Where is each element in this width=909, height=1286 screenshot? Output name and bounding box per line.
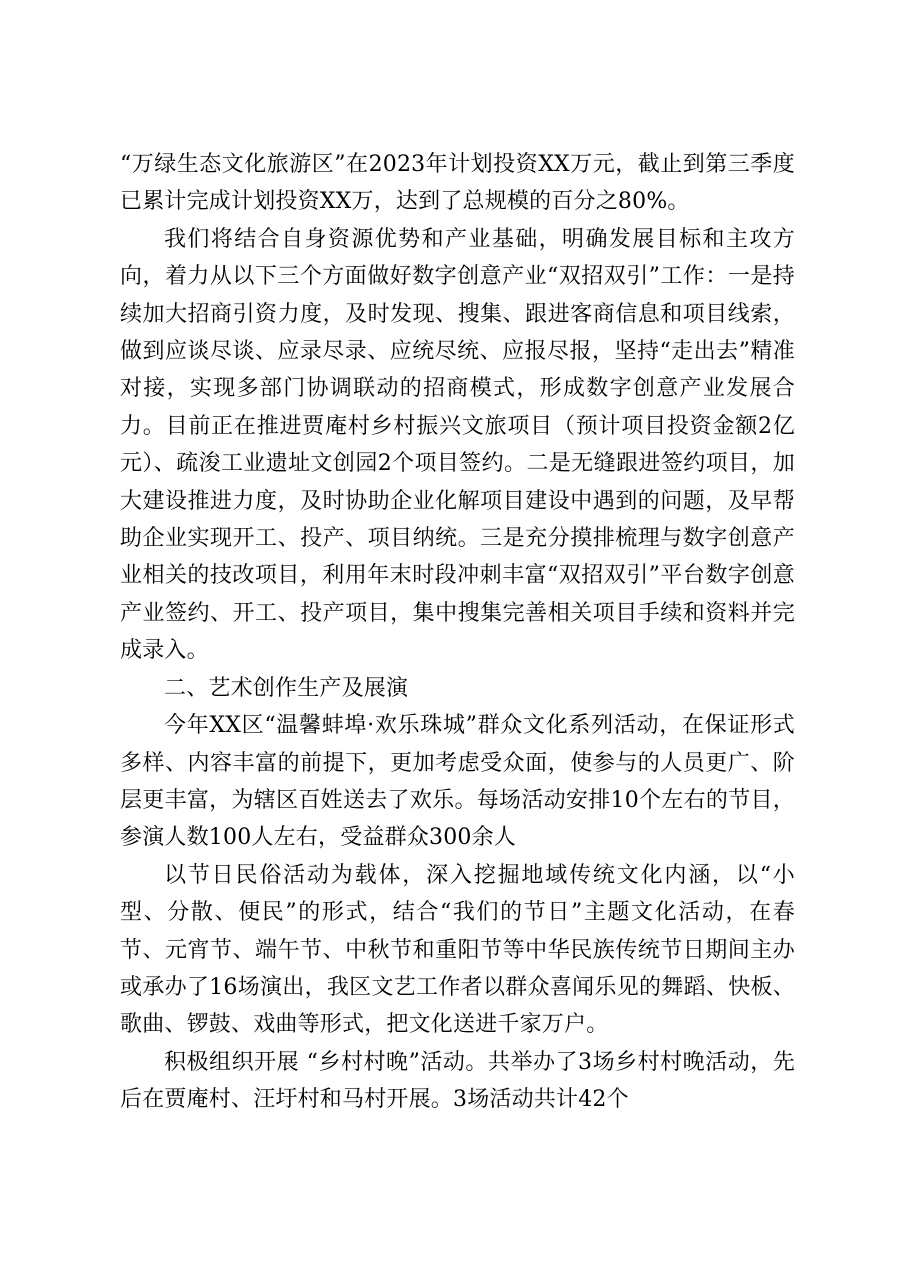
paragraph-festival-folk-activities: 以节日民俗活动为载体，深入挖掘地域传统文化内涵，以“小型、分散、便民”的形式，结合“我们的节日”主题文化活动，在春节、元宵节、端午节、中秋节和重阳节等中华民族传统节日期间主办或承办了16场演出，我区文艺工作者以群众喜闻乐见的舞蹈、快板、歌曲、锣鼓、戏曲等形式，把文化送进千家万户。 [120,862,795,1038]
paragraph-mass-culture-activities: 今年XX区“温馨蚌埠·欢乐珠城”群众文化系列活动，在保证形式多样、内容丰富的前提下，更加考虑受众面，使参与的人员更广、阶层更丰富，为辖区百姓送去了欢乐。每场活动安排10个左右的节目，参演人数100人左右，受益群众300余人 [120,713,795,851]
paragraph-investment-progress: “万绿生态文化旅游区”在2023年计划投资XX万元，截止到第三季度已累计完成计划投资XX万，达到了总规模的百分之80%。 [120,152,795,215]
paragraph-village-gala: 积极组织开展 “乡村村晚”活动。共举办了3场乡村村晚活动，先后在贾庵村、汪圩村和马村开展。3场活动共计42个 [120,1049,795,1113]
section-heading-art-creation: 二、艺术创作生产及展演 [164,675,409,701]
document-body [120,146,795,1119]
paragraph-digital-creative-industry: 我们将结合自身资源优势和产业基础，明确发展目标和主攻方向，着力从以下三个方面做好数字创意产业“双招双引”工作：一是持续加大招商引资力度，及时发现、搜集、跟进客商信息和项目线索，做到应谈尽谈、应录尽录、应统尽统、应报尽报，坚持“走出去”精准对接，实现多部门协调联动的招商模式，形成数字创意产业发展合力。目前正在推进贾庵村乡村振兴文旅项目（预计项目投资金额2亿元）、疏浚工业遗址文创园2个项目签约。二是无缝跟进签约项目，加大建设推进力度，及时协助企业化解项目建设中遇到的问题，及早帮助企业实现开工、投产、项目纳统。三是充分摸排梳理与数字创意产业相关的技改项目，利用年末时段冲刺丰富“双招双引”平台数字创意产业签约、开工、投产项目，集中搜集完善相关项目手续和资料并完成录入。 [120,226,795,664]
